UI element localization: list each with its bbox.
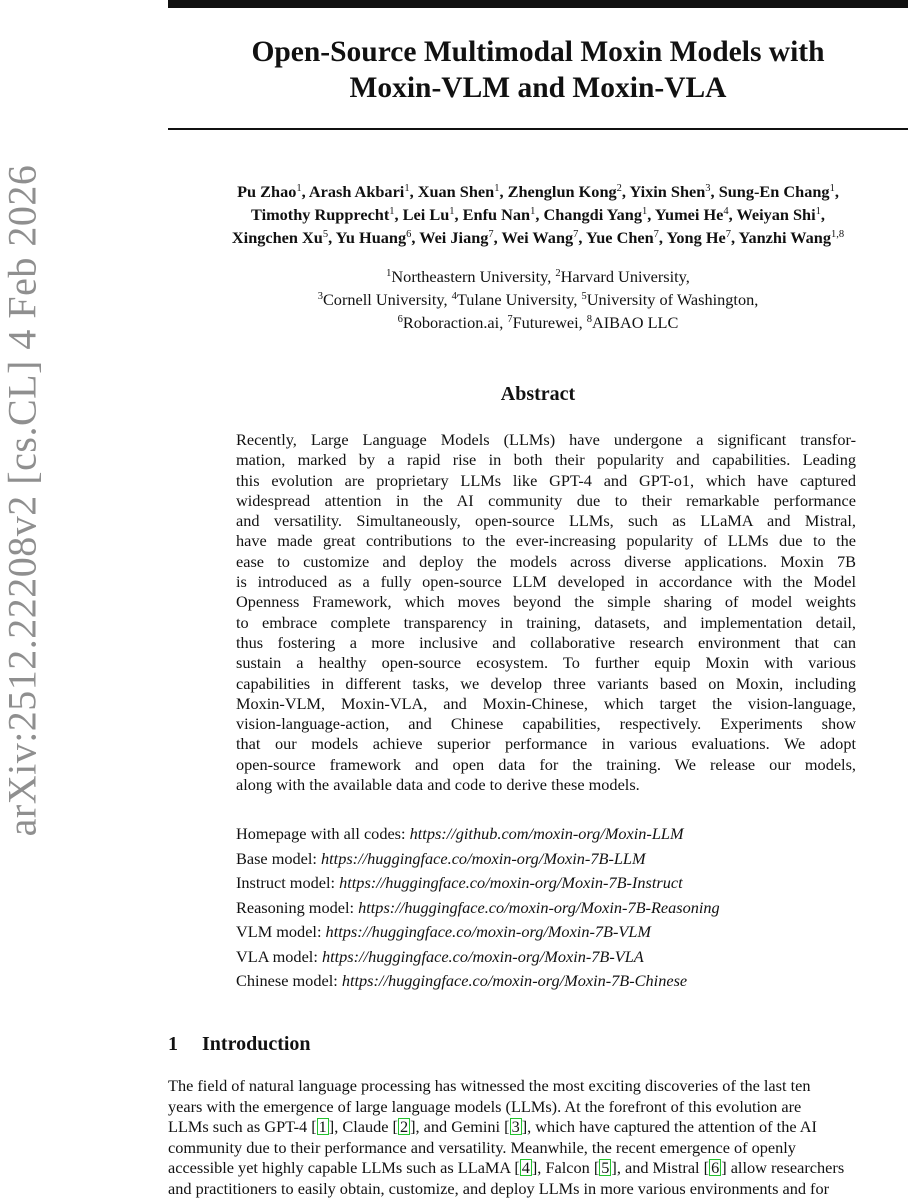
link-label: VLM model: bbox=[236, 922, 322, 941]
author-affiliation: 1 bbox=[641, 206, 648, 217]
author-name: Xuan Shen bbox=[417, 182, 495, 201]
author-line-2: Timothy Rupprecht$^1$, Lei Lu$^1$, Enfu Nan$^1$, Changdi Yang$^1$, Yumei He$^4$, Weiyan Shi$^1$, bbox=[251, 205, 825, 224]
affiliation-name: Roboraction.ai bbox=[402, 313, 500, 332]
abstract-line: and versatility. Simultaneously, open-source LLMs, such as LLaMA and Mistral, bbox=[236, 511, 856, 531]
vlm-model-link[interactable]: https://huggingface.co/moxin-org/Moxin-7B-VLM bbox=[325, 922, 651, 941]
section-number: 1 bbox=[168, 1033, 178, 1055]
affiliation-number: 4 bbox=[451, 291, 457, 302]
link-label: Instruct model: bbox=[236, 873, 336, 892]
abstract-body bbox=[236, 430, 856, 795]
reasoning-model-link[interactable]: https://huggingface.co/moxin-org/Moxin-7B-Reasoning bbox=[358, 897, 720, 917]
author-name: Yong He bbox=[666, 228, 726, 247]
author-name: Yixin Shen bbox=[629, 182, 706, 201]
abstract-heading: Abstract bbox=[500, 383, 576, 405]
paper-title bbox=[168, 34, 908, 106]
intro-text: ], Falcon [ bbox=[531, 1158, 600, 1177]
link-row-reasoning-model bbox=[236, 896, 908, 921]
link-label: VLA model: bbox=[236, 946, 318, 966]
affiliation-name: University of Washington bbox=[586, 290, 755, 309]
author-name: Weiyan Shi bbox=[736, 205, 816, 224]
affiliation-number: 5 bbox=[581, 291, 587, 302]
author-affiliation: 3 bbox=[705, 183, 711, 194]
abstract-line: that our models achieve superior performance in various evaluations. We adopt bbox=[236, 734, 856, 754]
intro-text: ] allow researchers bbox=[721, 1158, 845, 1177]
author-name: Timothy Rupprecht bbox=[251, 205, 390, 224]
intro-line: The field of natural language processing has witnessed the most exciting discoveries of the last ten bbox=[168, 1076, 811, 1095]
author-name: Yanzhi Wang bbox=[738, 228, 831, 247]
abstract-line: to embrace complete transparency in training, datasets, and implementation detail, bbox=[236, 612, 856, 632]
affiliation-name: Harvard University bbox=[560, 267, 686, 286]
citation-link[interactable]: 5 bbox=[601, 1158, 610, 1177]
affiliation-line-2: $^3$Cornell University, $^4$Tulane University, $^5$University of Washington, bbox=[317, 290, 759, 309]
abstract-line: ease to customize and deploy the models across diverse applications. Moxin 7B bbox=[236, 551, 856, 571]
abstract-line: along with the available data and code to derive these models. bbox=[236, 775, 640, 795]
author-name: Changdi Yang bbox=[543, 205, 642, 224]
author-name: Wei Wang bbox=[501, 228, 574, 247]
affiliation-line-1: $^1$Northeastern University, $^2$Harvard University, bbox=[386, 267, 690, 286]
citation-link[interactable]: 6 bbox=[711, 1158, 720, 1177]
author-line-3: Xingchen Xu$^5$, Yu Huang$^6$, Wei Jiang$^7$, Wei Wang$^7$, Yue Chen$^7$, Yong He$^7$, Yanzhi Wang$^{1,8}$ bbox=[231, 228, 845, 247]
affiliation-number: 6 bbox=[397, 314, 403, 325]
link-row-vla-model bbox=[236, 945, 908, 970]
author-affiliation: 1 bbox=[530, 206, 536, 217]
author-name: Xingchen Xu bbox=[231, 228, 323, 247]
author-affiliation: 4 bbox=[723, 206, 729, 217]
citation-link[interactable]: 1 bbox=[318, 1117, 327, 1136]
section-title: Introduction bbox=[202, 1033, 311, 1055]
author-affiliation: 1 bbox=[449, 206, 455, 217]
arxiv-sidebar-stamp bbox=[0, 90, 44, 910]
affiliation-name: Futurewei bbox=[512, 313, 579, 332]
author-name: Arash Akbari bbox=[308, 182, 405, 201]
abstract-line: vision-language-action, and Chinese capabilities, respectively. Experiments show bbox=[236, 714, 856, 734]
author-affiliation: 7 bbox=[573, 229, 579, 240]
intro-text: accessible yet highly capable LLMs such as LLaMA [ bbox=[168, 1158, 520, 1177]
affiliation-name: AIBAO LLC bbox=[591, 313, 679, 332]
intro-text: ], and Mistral [ bbox=[611, 1158, 710, 1177]
title-line-1: Open-Source Multimodal Moxin Models with bbox=[251, 36, 825, 68]
author-affiliation: 2 bbox=[616, 183, 622, 194]
author-affiliation: 7 bbox=[725, 229, 731, 240]
intro-line: years with the emergence of large language models (LLMs). At the forefront of this evolution are bbox=[168, 1096, 802, 1116]
abstract-line: mation, marked by a rapid rise in both their popularity and capabilities. Leading bbox=[236, 450, 856, 470]
affiliation-number: 8 bbox=[586, 314, 592, 325]
link-label: Homepage with all codes: bbox=[236, 824, 406, 843]
author-list bbox=[168, 180, 908, 249]
author-affiliation: 1 bbox=[815, 206, 821, 217]
chinese-model-link[interactable]: https://huggingface.co/moxin-org/Moxin-7B-Chinese bbox=[341, 971, 688, 990]
abstract-line: Recently, Large Language Models (LLMs) have undergone a significant transfor- bbox=[236, 430, 856, 449]
author-affiliation: 1 bbox=[389, 206, 395, 217]
homepage-link[interactable]: https://github.com/moxin-org/Moxin-LLM bbox=[409, 824, 684, 843]
link-row-homepage bbox=[236, 822, 908, 847]
abstract-line: is introduced as a fully open-source LLM developed in accordance with the Model bbox=[236, 572, 856, 592]
intro-line bbox=[168, 1117, 908, 1138]
affiliation-name: Northeastern University bbox=[391, 267, 548, 286]
intro-line bbox=[168, 1158, 908, 1179]
abstract-line: open-source framework and open data for the training. We release our models, bbox=[236, 754, 856, 774]
link-label: Base model: bbox=[236, 848, 317, 868]
author-affiliation: 1 bbox=[404, 183, 410, 194]
link-row-vlm-model bbox=[236, 920, 908, 945]
affiliation-number: 7 bbox=[507, 314, 513, 325]
author-name: Zhenglun Kong bbox=[507, 182, 617, 201]
intro-line: community due to their performance and versatility. Meanwhile, the recent emergence of openly bbox=[168, 1137, 796, 1157]
base-model-link[interactable]: https://huggingface.co/moxin-org/Moxin-7B-LLM bbox=[321, 848, 646, 868]
author-name: Wei Jiang bbox=[419, 228, 489, 247]
author-name: Yumei He bbox=[654, 205, 724, 224]
author-affiliation: 7 bbox=[488, 229, 494, 240]
author-name: Yue Chen bbox=[585, 228, 654, 247]
affiliation-name: Cornell University bbox=[322, 290, 444, 309]
author-name: Yu Huang bbox=[335, 228, 407, 247]
author-affiliation: 1,8 bbox=[830, 229, 845, 240]
link-label: Reasoning model: bbox=[236, 897, 355, 917]
title-top-rule bbox=[168, 0, 908, 8]
intro-text: ], which have captured the attention of the AI bbox=[521, 1117, 817, 1136]
author-affiliation: 7 bbox=[653, 229, 659, 240]
abstract-line: this evolution are proprietary LLMs like GPT-4 and GPT-o1, which have captured bbox=[236, 470, 856, 490]
arxiv-identifier: arXiv:2512.22208v2 [cs.CL] 4 Feb 2026 bbox=[0, 164, 45, 836]
author-affiliation: 6 bbox=[406, 229, 412, 240]
intro-line: and practitioners to easily obtain, customize, and deploy LLMs in more various environments and for bbox=[168, 1178, 830, 1198]
affiliation-name: Tulane University bbox=[456, 290, 574, 309]
introduction-body bbox=[168, 1076, 908, 1199]
affiliation-number: 3 bbox=[317, 291, 323, 302]
instruct-model-link[interactable]: https://huggingface.co/moxin-org/Moxin-7B-Instruct bbox=[339, 873, 683, 892]
link-label: Chinese model: bbox=[236, 971, 338, 990]
affiliation-line-3: $^6$Roboraction.ai, $^7$Futurewei, $^8$AIBAO LLC bbox=[397, 313, 679, 332]
citation-link[interactable]: 3 bbox=[511, 1117, 520, 1136]
abstract-line: thus fostering a more inclusive and collaborative research environment that can bbox=[236, 632, 856, 652]
title-bottom-rule bbox=[168, 128, 908, 130]
affiliation-list bbox=[168, 265, 908, 334]
abstract-line: Moxin-VLM, Moxin-VLA, and Moxin-Chinese, which target the vision-language, bbox=[236, 693, 856, 713]
author-name: Enfu Nan bbox=[462, 205, 531, 224]
vla-model-link[interactable]: https://huggingface.co/moxin-org/Moxin-7B-VLA bbox=[321, 946, 644, 966]
author-name: Lei Lu bbox=[402, 205, 450, 224]
citation-link[interactable]: 4 bbox=[521, 1158, 530, 1177]
author-name: Sung-En Chang bbox=[718, 182, 830, 201]
author-affiliation: 5 bbox=[322, 229, 329, 240]
author-affiliation: 1 bbox=[829, 183, 835, 194]
model-links-list bbox=[236, 822, 908, 994]
section-heading-introduction bbox=[168, 1030, 311, 1058]
affiliation-number: 2 bbox=[555, 268, 561, 279]
intro-text: ], Claude [ bbox=[328, 1117, 398, 1136]
link-row-base-model bbox=[236, 847, 908, 872]
intro-text: ], and Gemini [ bbox=[410, 1117, 510, 1136]
title-line-2: Moxin-VLM and Moxin-VLA bbox=[349, 72, 727, 104]
intro-text: LLMs such as GPT-4 [ bbox=[168, 1117, 317, 1136]
author-name: Pu Zhao bbox=[237, 182, 297, 201]
link-row-instruct-model bbox=[236, 871, 908, 896]
author-affiliation: 1 bbox=[296, 183, 302, 194]
abstract-line: capabilities in different tasks, we develop three variants based on Moxin, including bbox=[236, 673, 856, 693]
abstract-line: widespread attention in the AI community due to their remarkable performance bbox=[236, 490, 856, 510]
link-row-chinese-model bbox=[236, 969, 908, 994]
author-affiliation: 1 bbox=[494, 183, 500, 194]
author-line-1: Pu Zhao$^1$, Arash Akbari$^1$, Xuan Shen$^1$, Zhenglun Kong$^2$, Yixin Shen$^3$, Sung-En Chang$^1$, bbox=[237, 182, 839, 201]
abstract-line: Openness Framework, which moves beyond the simple sharing of model weights bbox=[236, 592, 856, 612]
abstract-line: have made great contributions to the ever-increasing popularity of LLMs due to the bbox=[236, 531, 856, 551]
abstract-line: sustain a healthy open-source ecosystem. To further equip Moxin with various bbox=[236, 653, 856, 673]
citation-link[interactable]: 2 bbox=[399, 1117, 409, 1136]
affiliation-number: 1 bbox=[386, 268, 392, 279]
